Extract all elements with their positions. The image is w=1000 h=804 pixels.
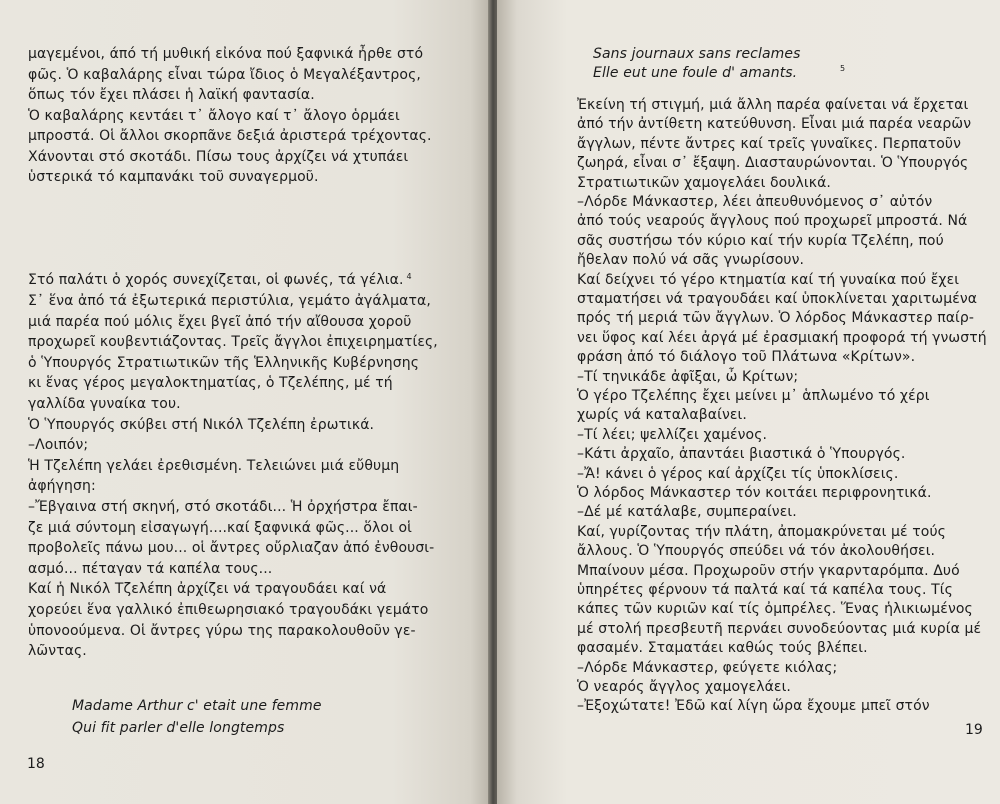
left-text-line: μιά παρέα πού μόλις ἔχει βγεῖ ἀπό τήν αἴθουσα χοροῦ — [28, 313, 412, 330]
left-text-line: ὑστερικά τό καμπανάκι τοῦ συναγερμοῦ. — [28, 169, 319, 185]
left-text-line: –Ἔβγαινα στή σκηνή, στό σκοτάδι... Ἡ ὀρχήστρα ἔπαι- — [28, 499, 418, 515]
right-text-line: ἄγγλων, πέντε ἄντρες καί τρεῖς γυναῖκες. Περπατοῦν — [577, 135, 962, 152]
right-text-line: Καί, γυρίζοντας τήν πλάτη, ἀπομακρύνεται μέ τούς — [577, 523, 946, 540]
left-text-line: –Λοιπόν; — [28, 437, 89, 454]
right-text-line: χωρίς νά καταλαβαίνει. — [577, 407, 747, 424]
left-text-line: ὑπονοούμενα. Οἱ ἄντρες γύρω της παρακολουθοῦν γε- — [28, 622, 416, 639]
right-text-line: –Λόρδε Μάνκαστερ, φεύγετε κιόλας; — [577, 659, 838, 676]
left-line-palace: Στό παλάτι ὁ χορός συνεχίζεται, οἱ φωνές, τά γέλια. $^4$ — [28, 272, 412, 288]
left-text-line: μαγεμένοι, άπό τή μυθική εἰκόνα πού ξαφνικά ἦρθε στό — [28, 46, 424, 62]
page-number-right: 19 — [965, 722, 983, 738]
right-text-line: πρός τή μεριά τῶν ἄγγλων. Ὁ λόρδος Μάνκαστερ παίρ- — [577, 310, 975, 327]
right-text-line: ἀπό τούς νεαρούς ἄγγλους πού προχωρεῖ μπροστά. Νά — [577, 213, 968, 230]
footnote-marker-4: 4 — [406, 272, 412, 281]
right-text-line: ζωηρά, εἶναι σ᾽ ἔξαψη. Διασταυρώνονται. Ὁ Ὑπουργός — [577, 155, 969, 172]
right-text-line: ἀπό τήν ἀντίθετη κατεύθυνση. Εἶναι μιά παρέα νεαρῶν — [577, 116, 972, 133]
left-text-line: ασμό... πέταγαν τά καπέλα τους... — [28, 560, 273, 577]
left-text-line: Ἡ Τζελέπη γελάει ἐρεθισμένη. Τελειώνει μιά εὔθυμη — [28, 457, 400, 474]
right-text-line: σταματήσει νά τραγουδάει καί ὑποκλίνεται χαριτωμένα — [577, 291, 978, 307]
left-text-line: Χάνονται στό σκοτάδι. Πίσω τους ἀρχίζει νά χτυπάει — [28, 148, 409, 165]
right-verse-line: Sans journaux sans reclames — [593, 46, 801, 62]
right-text-line: φασαμέν. Σταματάει καθώς τούς βλέπει. — [577, 640, 868, 657]
right-text-line: Ἐκείνη τή στιγμή, μιά ἄλλη παρέα φαίνεται νά ἔρχεται — [577, 97, 969, 113]
right-verse-line: Elle eut une foule d' amants. — [593, 65, 798, 81]
right-text-line: –Ἄ! κάνει ὁ γέρος καί ἀρχίζει τίς ὑποκλίσεις. — [577, 465, 899, 482]
right-text-line: –Δέ μέ κατάλαβε, συμπεραίνει. — [577, 504, 797, 521]
right-text-line: φράση ἀπό τό διάλογο τοῦ Πλάτωνα «Κρίτων». — [577, 349, 916, 366]
left-text-line: ζε μιά σύντομη εἰσαγωγή....καί ξαφνικά φῶς... ὅλοι οἱ — [28, 519, 412, 536]
right-text-line: ἄλλους. Ὁ Ὑπουργός σπεύδει νά τόν ἀκολουθήσει. — [577, 543, 936, 560]
left-text-line: προβολεῖς πάνω μου... οἱ ἄντρες οὔρλιαζαν ἀπό ἐνθουσι- — [28, 540, 435, 557]
left-text-line: χορεύει ἕνα γαλλικό ἐπιθεωρησιακό τραγουδάκι γεμάτο — [28, 602, 429, 618]
right-text-line: Καί δείχνει τό γέρο κτηματία καί τή γυναίκα πού ἔχει — [577, 271, 960, 288]
left-text-line: Καί ἡ Νικόλ Τζελέπη ἀρχίζει νά τραγουδάει καί νά — [28, 581, 387, 598]
left-text-line: Σ᾽ ἕνα ἀπό τά ἐξωτερικά περιστύλια, γεμάτο ἀγάλματα, — [28, 293, 431, 309]
right-page — [497, 0, 1000, 804]
page-number-left: 18 — [27, 756, 45, 772]
left-page — [0, 0, 490, 804]
right-text-line: ὑπηρέτες φέρνουν τά παλτά καί τά καπέλα τους. Τίς — [577, 582, 953, 598]
right-text-line: ἤθελαν πολύ νά σᾶς γνωρίσουν. — [577, 252, 805, 269]
right-text-line: σᾶς συστήσω τόν κύριο καί τήν κυρία Τζελέπη, πού — [577, 232, 944, 249]
right-text-line: –Λόρδε Μάνκαστερ, λέει ἀπευθυνόμενος σ᾽ αὐτόν — [577, 194, 933, 210]
right-text-line: Στρατιωτικῶν χαμογελάει δουλικά. — [577, 174, 831, 191]
right-text-line: Ὁ λόρδος Μάνκαστερ τόν κοιτάει περιφρονητικά. — [577, 485, 932, 501]
left-verse-line: Madame Arthur c' etait une femme — [72, 698, 322, 714]
right-text-line: μέ στολή πρεσβευτῆ περνάει συνοδεύοντας μιά κυρία μέ — [577, 620, 982, 637]
left-text-line: Ὁ Ὑπουργός σκύβει στή Νικόλ Τζελέπη ἐρωτικά. — [28, 416, 375, 433]
right-text-line: Μπαίνουν μέσα. Προχωροῦν στήν γκαρνταρόμπα. Δυό — [577, 562, 960, 579]
right-text-line: –Τί τηνικάδε ἀφῖξαι, ὦ Κρίτων; — [577, 368, 799, 385]
right-text-line: Ὁ νεαρός ἄγγλος χαμογελάει. — [577, 679, 791, 695]
left-verse-line: Qui fit parler d'elle longtemps — [72, 720, 285, 736]
right-text-line: –Κάτι ἀρχαῖο, ἀπαντάει βιαστικά ὁ Ὑπουργός. — [577, 446, 906, 463]
left-text-line: Ὁ καβαλάρης κεντάει τ᾽ ἄλογο καί τ᾽ ἄλογο ὁρμάει — [28, 107, 400, 124]
left-text-line: ἀφήγηση: — [28, 478, 96, 495]
right-text-line: νει ὕφος καί λέει ἀργά μέ ἐρασμιακή προφορά τή γνωστή — [577, 329, 987, 346]
left-text-line: γαλλίδα γυναίκα του. — [28, 396, 181, 412]
left-text-line: μπροστά. Οἱ ἄλλοι σκορπᾶνε δεξιά ἀριστερά τρέχοντας. — [28, 128, 432, 144]
left-text-line: ὁ Ὑπουργός Στρατιωτικῶν τῆς Ἑλληνικῆς Κυβέρνησης — [28, 354, 420, 371]
left-text-line: προχωρεῖ κουβεντιάζοντας. Τρεῖς ἄγγλοι ἐπιχειρηματίες, — [28, 334, 438, 351]
left-text-line: ὅπως τόν ἔχει πλάσει ἡ λαϊκή φαντασία. — [28, 87, 315, 103]
left-text-line: λῶντας. — [28, 643, 87, 660]
footnote-marker-5: 5 — [840, 64, 846, 73]
right-text-line: –Τί λέει; ψελλίζει χαμένος. — [577, 426, 768, 443]
left-text-line: φῶς. Ὁ καβαλάρης εἶναι τώρα ἴδιος ὁ Μεγαλέξαντρος, — [28, 66, 421, 83]
right-text-line: –Ἐξοχώτατε! Ἐδῶ καί λίγη ὥρα ἔχουμε μπεῖ στόν — [577, 698, 930, 715]
left-text-line: κι ἕνας γέρος μεγαλοκτηματίας, ὁ Τζελέπης, μέ τή — [28, 375, 393, 392]
right-text-line: κάπες τῶν κυριῶν καί τίς ὀμπρέλες. Ἕνας ἡλικιωμένος — [577, 601, 973, 618]
right-text-line: Ὁ γέρο Τζελέπης ἔχει μείνει μ᾽ ἁπλωμένο τό χέρι — [577, 388, 930, 404]
